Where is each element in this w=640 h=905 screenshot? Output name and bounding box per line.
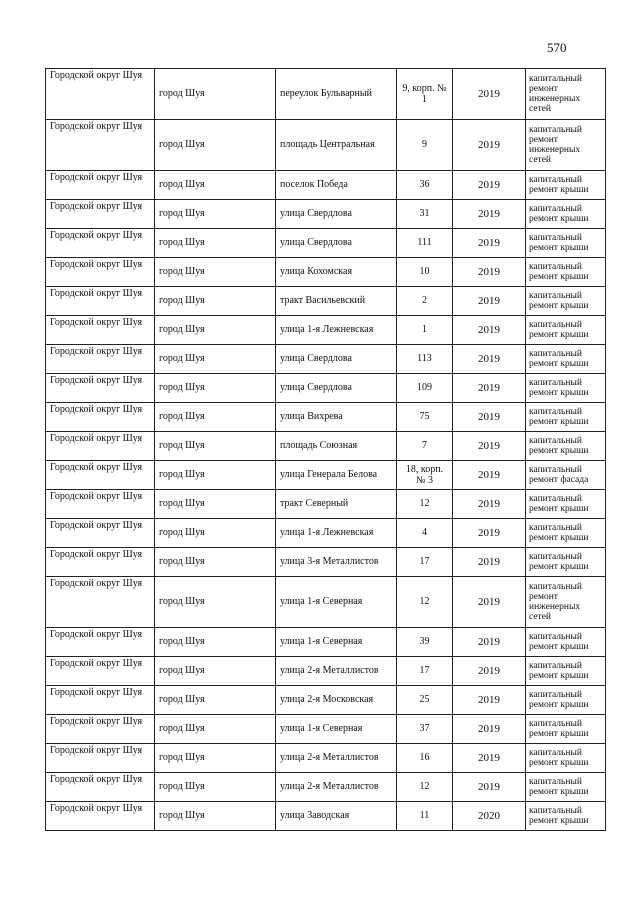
work-type-cell: капитальный ремонт крыши: [526, 802, 606, 831]
year-cell: 2019: [453, 548, 526, 577]
work-type-cell: капитальный ремонт крыши: [526, 287, 606, 316]
house-number-cell: 36: [397, 171, 453, 200]
district-cell: Городской округ Шуя: [46, 287, 155, 316]
district-cell: Городской округ Шуя: [46, 657, 155, 686]
street-cell: улица 2-я Московская: [276, 686, 397, 715]
district-cell: Городской округ Шуя: [46, 686, 155, 715]
year-cell: 2019: [453, 744, 526, 773]
work-type-cell: капитальный ремонт крыши: [526, 345, 606, 374]
work-type-cell: капитальный ремонт крыши: [526, 200, 606, 229]
street-cell: улица 1-я Лежневская: [276, 316, 397, 345]
city-cell: город Шуя: [155, 628, 276, 657]
city-cell: город Шуя: [155, 773, 276, 802]
street-cell: улица Заводская: [276, 802, 397, 831]
work-type-cell: капитальный ремонт крыши: [526, 490, 606, 519]
table-row: [46, 519, 606, 548]
district-cell: Городской округ Шуя: [46, 345, 155, 374]
page-number: 570: [547, 40, 567, 55]
year-cell: 2019: [453, 577, 526, 628]
work-type-cell: капитальный ремонт крыши: [526, 715, 606, 744]
year-cell: 2019: [453, 461, 526, 490]
street-cell: улица Свердлова: [276, 229, 397, 258]
district-cell: Городской округ Шуя: [46, 229, 155, 258]
district-cell: Городской округ Шуя: [46, 519, 155, 548]
street-cell: улица Свердлова: [276, 200, 397, 229]
work-type-cell: капитальный ремонт крыши: [526, 374, 606, 403]
city-cell: город Шуя: [155, 802, 276, 831]
table-row: [46, 200, 606, 229]
work-type-cell: капитальный ремонт крыши: [526, 403, 606, 432]
district-cell: Городской округ Шуя: [46, 773, 155, 802]
street-cell: тракт Северный: [276, 490, 397, 519]
city-cell: город Шуя: [155, 287, 276, 316]
year-cell: 2019: [453, 258, 526, 287]
year-cell: 2019: [453, 287, 526, 316]
city-cell: город Шуя: [155, 229, 276, 258]
house-number-cell: 16: [397, 744, 453, 773]
district-cell: Городской округ Шуя: [46, 490, 155, 519]
house-number-cell: 7: [397, 432, 453, 461]
year-cell: 2019: [453, 120, 526, 171]
table-row: [46, 548, 606, 577]
district-cell: Городской округ Шуя: [46, 461, 155, 490]
table-row: [46, 374, 606, 403]
table-row: [46, 490, 606, 519]
work-type-cell: капитальный ремонт крыши: [526, 773, 606, 802]
district-cell: Городской округ Шуя: [46, 715, 155, 744]
year-cell: 2019: [453, 715, 526, 744]
year-cell: 2019: [453, 69, 526, 120]
table-row: [46, 802, 606, 831]
house-number-cell: 12: [397, 490, 453, 519]
table-row: [46, 229, 606, 258]
district-cell: Городской округ Шуя: [46, 258, 155, 287]
year-cell: 2019: [453, 773, 526, 802]
table-row: [46, 686, 606, 715]
work-type-cell: капитальный ремонт инженерных сетей: [526, 69, 606, 120]
city-cell: город Шуя: [155, 258, 276, 287]
table-row: [46, 316, 606, 345]
table-row: [46, 287, 606, 316]
city-cell: город Шуя: [155, 69, 276, 120]
district-cell: Городской округ Шуя: [46, 802, 155, 831]
year-cell: 2019: [453, 432, 526, 461]
year-cell: 2019: [453, 628, 526, 657]
street-cell: тракт Васильевский: [276, 287, 397, 316]
house-number-cell: 9, корп. № 1: [397, 69, 453, 120]
year-cell: 2019: [453, 200, 526, 229]
house-number-cell: 11: [397, 802, 453, 831]
table-row: [46, 69, 606, 120]
work-type-cell: капитальный ремонт инженерных сетей: [526, 577, 606, 628]
year-cell: 2019: [453, 657, 526, 686]
street-cell: улица 2-я Металлистов: [276, 773, 397, 802]
city-cell: город Шуя: [155, 120, 276, 171]
district-cell: Городской округ Шуя: [46, 432, 155, 461]
work-type-cell: капитальный ремонт крыши: [526, 686, 606, 715]
year-cell: 2019: [453, 171, 526, 200]
district-cell: Городской округ Шуя: [46, 374, 155, 403]
city-cell: город Шуя: [155, 403, 276, 432]
house-number-cell: 4: [397, 519, 453, 548]
house-number-cell: 31: [397, 200, 453, 229]
year-cell: 2019: [453, 229, 526, 258]
year-cell: 2019: [453, 316, 526, 345]
work-type-cell: капитальный ремонт крыши: [526, 432, 606, 461]
city-cell: город Шуя: [155, 657, 276, 686]
city-cell: город Шуя: [155, 686, 276, 715]
table-row: [46, 773, 606, 802]
street-cell: улица Свердлова: [276, 374, 397, 403]
work-type-cell: капитальный ремонт фасада: [526, 461, 606, 490]
work-type-cell: капитальный ремонт крыши: [526, 548, 606, 577]
street-cell: улица Свердлова: [276, 345, 397, 374]
district-cell: Городской округ Шуя: [46, 403, 155, 432]
house-number-cell: 25: [397, 686, 453, 715]
city-cell: город Шуя: [155, 345, 276, 374]
district-cell: Городской округ Шуя: [46, 120, 155, 171]
street-cell: площадь Союзная: [276, 432, 397, 461]
street-cell: улица Кохомская: [276, 258, 397, 287]
street-cell: улица 1-я Лежневская: [276, 519, 397, 548]
street-cell: улица Генерала Белова: [276, 461, 397, 490]
house-number-cell: 2: [397, 287, 453, 316]
district-cell: Городской округ Шуя: [46, 171, 155, 200]
work-type-cell: капитальный ремонт крыши: [526, 171, 606, 200]
work-type-cell: капитальный ремонт крыши: [526, 744, 606, 773]
table-row: [46, 461, 606, 490]
work-type-cell: капитальный ремонт крыши: [526, 229, 606, 258]
city-cell: город Шуя: [155, 548, 276, 577]
city-cell: город Шуя: [155, 577, 276, 628]
year-cell: 2019: [453, 519, 526, 548]
year-cell: 2020: [453, 802, 526, 831]
year-cell: 2019: [453, 345, 526, 374]
house-number-cell: 18, корп. № 3: [397, 461, 453, 490]
table-row: [46, 403, 606, 432]
city-cell: город Шуя: [155, 316, 276, 345]
register-table-body: [46, 69, 606, 831]
city-cell: город Шуя: [155, 374, 276, 403]
house-number-cell: 9: [397, 120, 453, 171]
work-type-cell: капитальный ремонт крыши: [526, 628, 606, 657]
city-cell: город Шуя: [155, 744, 276, 773]
street-cell: улица Вихрева: [276, 403, 397, 432]
year-cell: 2019: [453, 403, 526, 432]
house-number-cell: 1: [397, 316, 453, 345]
city-cell: город Шуя: [155, 200, 276, 229]
street-cell: улица 2-я Металлистов: [276, 657, 397, 686]
city-cell: город Шуя: [155, 432, 276, 461]
street-cell: улица 1-я Северная: [276, 628, 397, 657]
house-number-cell: 39: [397, 628, 453, 657]
house-number-cell: 37: [397, 715, 453, 744]
table-row: [46, 657, 606, 686]
district-cell: Городской округ Шуя: [46, 69, 155, 120]
work-type-cell: капитальный ремонт крыши: [526, 657, 606, 686]
district-cell: Городской округ Шуя: [46, 744, 155, 773]
street-cell: поселок Победа: [276, 171, 397, 200]
table-row: [46, 628, 606, 657]
year-cell: 2019: [453, 490, 526, 519]
year-cell: 2019: [453, 374, 526, 403]
table-row: [46, 258, 606, 287]
table-row: [46, 577, 606, 628]
district-cell: Городской округ Шуя: [46, 577, 155, 628]
table-row: [46, 345, 606, 374]
district-cell: Городской округ Шуя: [46, 548, 155, 577]
table-row: [46, 744, 606, 773]
house-number-cell: 17: [397, 548, 453, 577]
work-type-cell: капитальный ремонт крыши: [526, 258, 606, 287]
year-cell: 2019: [453, 686, 526, 715]
district-cell: Городской округ Шуя: [46, 316, 155, 345]
house-number-cell: 12: [397, 577, 453, 628]
house-number-cell: 10: [397, 258, 453, 287]
house-number-cell: 113: [397, 345, 453, 374]
table-row: [46, 120, 606, 171]
table-row: [46, 171, 606, 200]
city-cell: город Шуя: [155, 461, 276, 490]
house-number-cell: 75: [397, 403, 453, 432]
work-type-cell: капитальный ремонт инженерных сетей: [526, 120, 606, 171]
table-row: [46, 715, 606, 744]
street-cell: улица 1-я Северная: [276, 715, 397, 744]
house-number-cell: 12: [397, 773, 453, 802]
city-cell: город Шуя: [155, 490, 276, 519]
work-type-cell: капитальный ремонт крыши: [526, 316, 606, 345]
work-type-cell: капитальный ремонт крыши: [526, 519, 606, 548]
city-cell: город Шуя: [155, 171, 276, 200]
city-cell: город Шуя: [155, 715, 276, 744]
district-cell: Городской округ Шуя: [46, 628, 155, 657]
register-table: [45, 68, 606, 831]
street-cell: площадь Центральная: [276, 120, 397, 171]
street-cell: улица 2-я Металлистов: [276, 744, 397, 773]
street-cell: улица 3-я Металлистов: [276, 548, 397, 577]
house-number-cell: 111: [397, 229, 453, 258]
house-number-cell: 109: [397, 374, 453, 403]
street-cell: переулок Бульварный: [276, 69, 397, 120]
district-cell: Городской округ Шуя: [46, 200, 155, 229]
house-number-cell: 17: [397, 657, 453, 686]
city-cell: город Шуя: [155, 519, 276, 548]
table-row: [46, 432, 606, 461]
street-cell: улица 1-я Северная: [276, 577, 397, 628]
